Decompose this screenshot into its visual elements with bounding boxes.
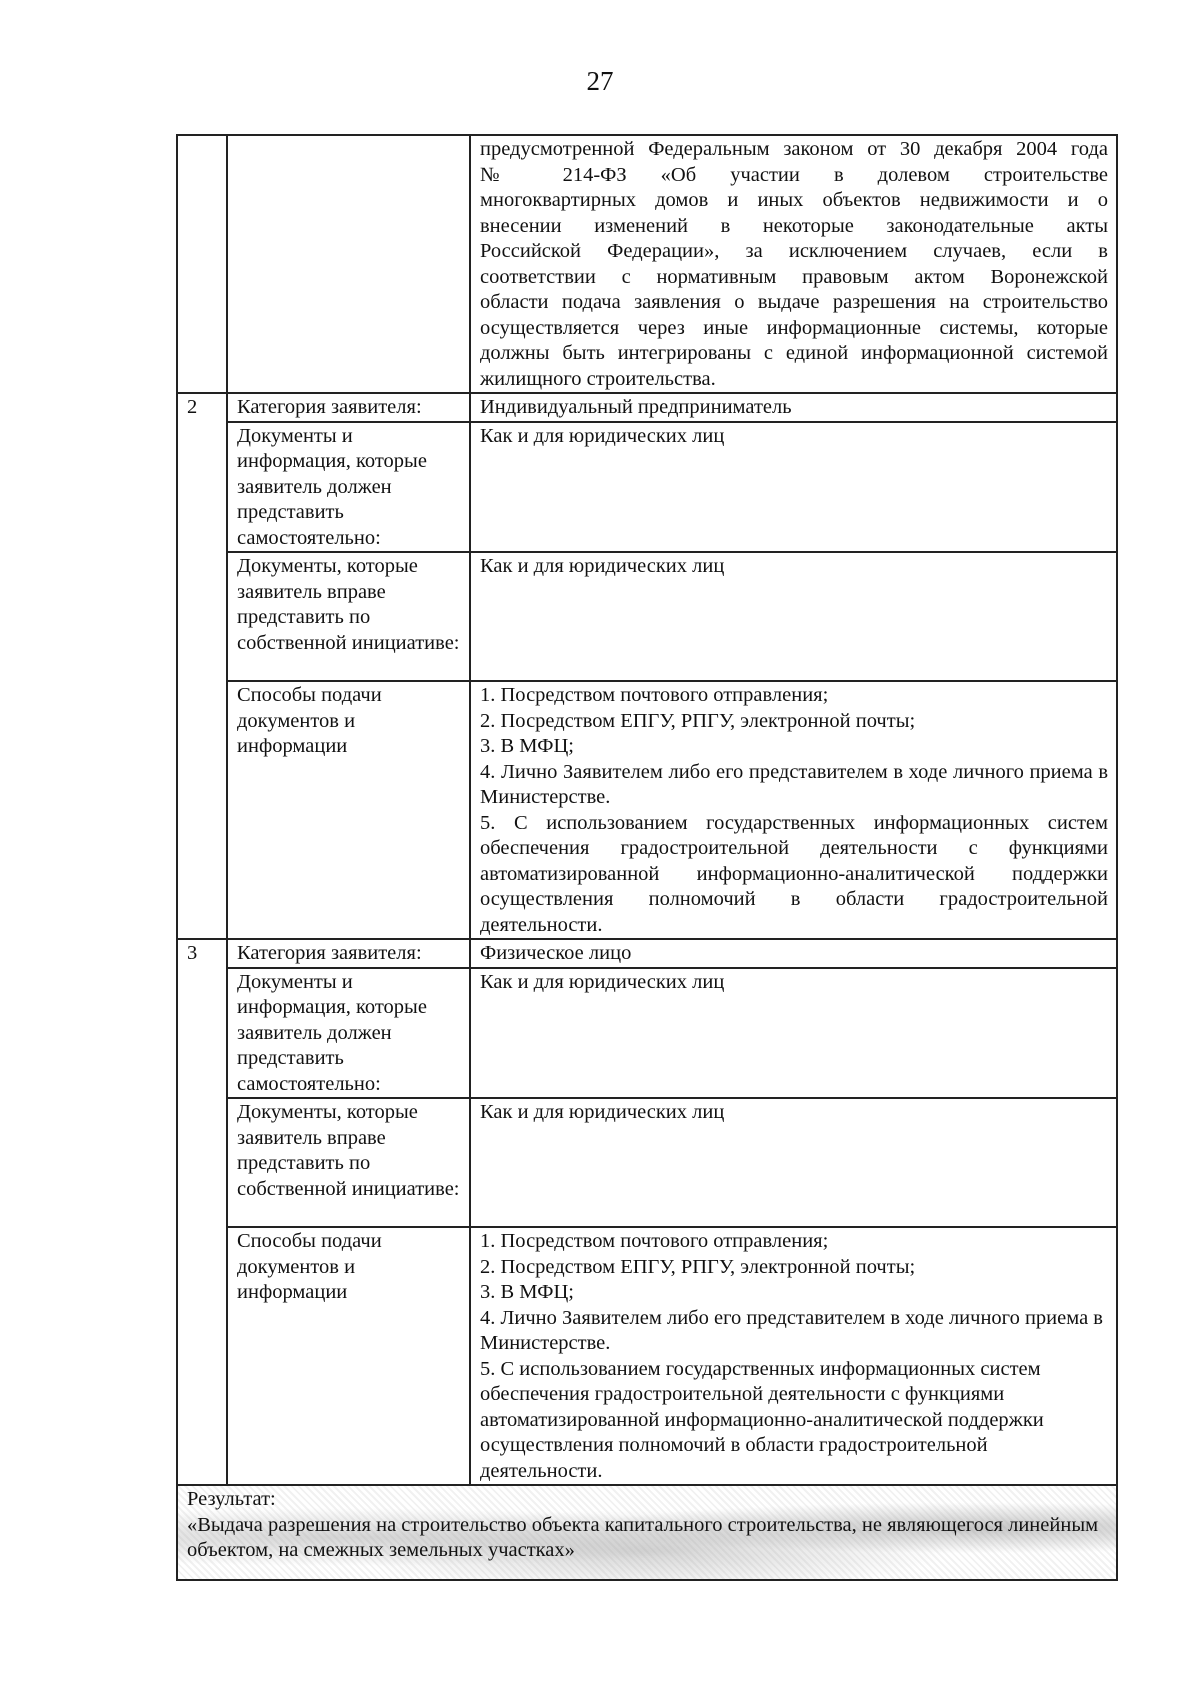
text-line: должны быть интегрированы с единой информационной системой (480, 342, 1108, 364)
number-cell (177, 135, 227, 393)
method-item: 2. Посредством ЕПГУ, РПГУ, электронной почты; (480, 1255, 916, 1278)
section-number: 3 (177, 939, 227, 1485)
text-line: многоквартирных домов и иных объектов недвижимости и о (480, 189, 1108, 211)
method-item: 4. Лично Заявителем либо его представителем в ходе личного приема в Министерстве. (480, 760, 1108, 808)
submission-label: Способы подачи документов и информации (227, 681, 470, 939)
section-2-submission-row (177, 681, 1117, 939)
category-value: Индивидуальный предприниматель (470, 393, 1117, 422)
text-line: № 214-ФЗ «Об участии в долевом строительстве (480, 163, 1108, 186)
result-row (177, 1485, 1117, 1580)
text-line: области подача заявления о выдаче разрешения на строительство (480, 291, 1108, 313)
section-3-docs-optional-row (177, 1098, 1117, 1227)
category-label: Категория заявителя: (227, 393, 470, 422)
result-text: «Выдача разрешения на строительство объекта капитального строительства, не являющегося линейным объектом, на смежных земельных участках» (187, 1513, 1099, 1561)
section-number: 2 (177, 393, 227, 939)
submission-methods (470, 681, 1117, 939)
docs-optional-label: Документы, которые заявитель вправе представить по собственной инициативе: (227, 1098, 470, 1227)
section-2-docs-required-row (177, 422, 1117, 553)
result-label: Результат: (187, 1488, 276, 1510)
docs-optional-value: Как и для юридических лиц (470, 1098, 1117, 1227)
method-item: 5. С использованием государственных информационных систем обеспечения градостроительной деятельности с функциями автоматизированной информационно-аналитической поддержки осуществления полномочий в области градостроительной деятельности. (480, 1357, 1044, 1482)
result-cell (177, 1485, 1117, 1580)
docs-optional-value: Как и для юридических лиц (470, 552, 1117, 681)
section-3-category-row (177, 939, 1117, 968)
text-line: внесении изменений в некоторые законодательные акты (480, 214, 1108, 237)
method-item: 5. С использованием государственных информационных систем обеспечения градостроительной деятельности с функциями автоматизированной информационно-аналитической поддержки осуществления полномочий в области градостроительной деятельности. (480, 811, 1108, 936)
section-3-submission-row (177, 1227, 1117, 1485)
method-item: 1. Посредством почтового отправления; (480, 1230, 829, 1252)
category-label: Категория заявителя: (227, 939, 470, 968)
text-line: соответствии с нормативным правовым актом Воронежской (480, 265, 1108, 288)
submission-methods (470, 1227, 1117, 1485)
text-line: жилищного строительства. (480, 367, 716, 390)
section-2-category-row (177, 393, 1117, 422)
submission-label: Способы подачи документов и информации (227, 1227, 470, 1485)
category-value: Физическое лицо (470, 939, 1117, 968)
docs-optional-label: Документы, которые заявитель вправе представить по собственной инициативе: (227, 552, 470, 681)
page-number: 27 (586, 66, 614, 96)
section-2-docs-optional-row (177, 552, 1117, 681)
text-line: Российской Федерации», за исключением случаев, если в (480, 240, 1108, 262)
text-line: осуществляется через иные информационные системы, которые (480, 316, 1108, 339)
method-item: 4. Лично Заявителем либо его представителем в ходе личного приема в Министерстве. (480, 1306, 1103, 1354)
docs-required-label: Документы и информация, которые заявитель должен представить самостоятельно: (227, 968, 470, 1099)
label-cell (227, 135, 470, 393)
applicant-table (176, 134, 1118, 1581)
continuation-text (470, 135, 1117, 393)
docs-required-value: Как и для юридических лиц (470, 968, 1117, 1099)
method-item: 2. Посредством ЕПГУ, РПГУ, электронной почты; (480, 709, 916, 732)
method-item: 3. В МФЦ; (480, 1281, 574, 1303)
docs-required-value: Как и для юридических лиц (470, 422, 1117, 553)
method-item: 3. В МФЦ; (480, 735, 574, 757)
section-3-docs-required-row (177, 968, 1117, 1099)
docs-required-label: Документы и информация, которые заявитель должен представить самостоятельно: (227, 422, 470, 553)
text-line: предусмотренной Федеральным законом от 30 декабря 2004 года (480, 138, 1108, 160)
continuation-row (177, 135, 1117, 393)
method-item: 1. Посредством почтового отправления; (480, 684, 829, 706)
